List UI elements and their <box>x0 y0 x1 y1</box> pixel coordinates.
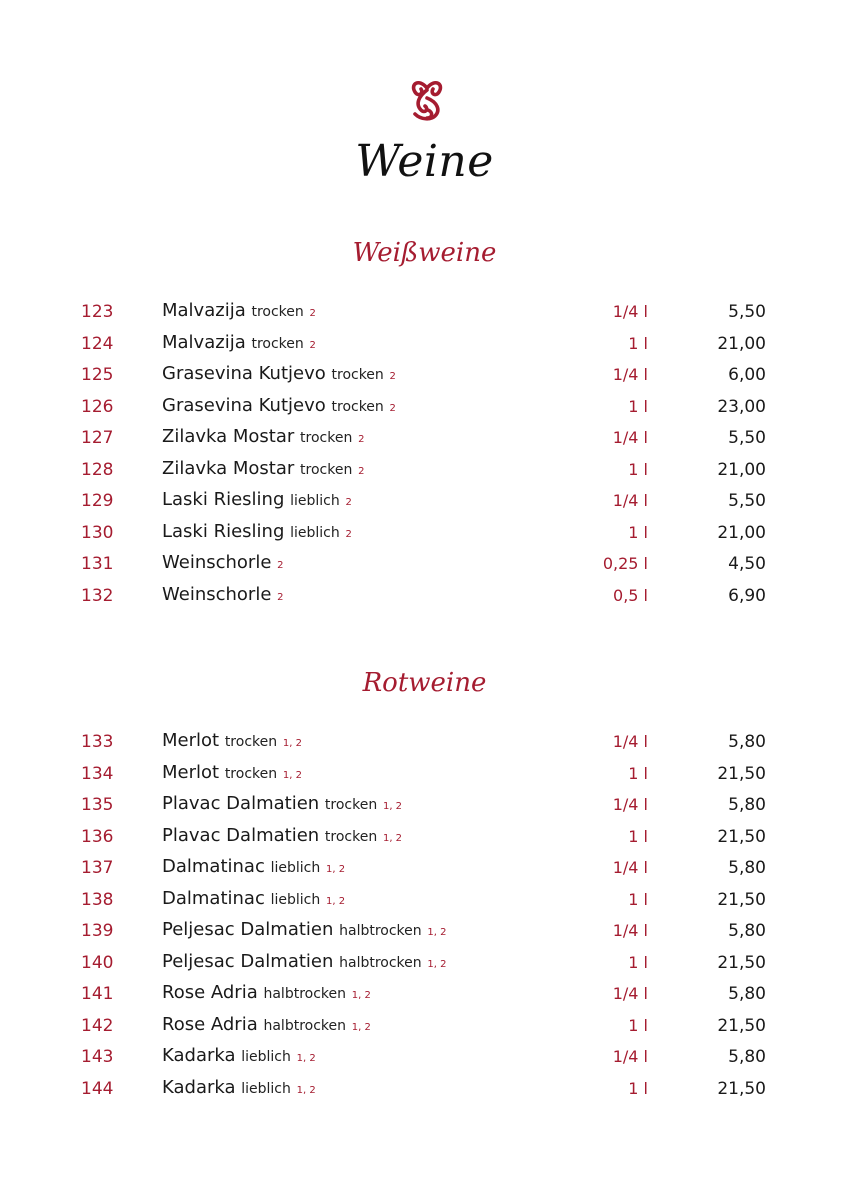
item-number: 128 <box>81 459 114 480</box>
item-number: 138 <box>81 889 114 910</box>
wine-name-text: Rose Adria <box>162 1013 258 1035</box>
price: 21,50 <box>717 1078 766 1099</box>
volume: 1 l <box>628 459 648 479</box>
volume: 1/4 l <box>612 1047 648 1066</box>
wine-name-text: Plavac Dalmatien <box>162 824 320 846</box>
allergen-note: 1, 2 <box>325 864 346 875</box>
wine-row <box>0 1010 849 1042</box>
price: 5,80 <box>728 921 766 941</box>
allergen-note: 1, 2 <box>282 738 302 749</box>
allergen-note: 2 <box>389 402 396 414</box>
price: 5,50 <box>728 428 766 448</box>
wine-name-text: Laski Riesling <box>162 489 285 510</box>
wine-name-text: Peljesac Dalmatien <box>162 950 334 972</box>
wine-taste: lieblich <box>270 860 321 876</box>
wine-taste: trocken <box>224 734 278 750</box>
wine-name-text: Zilavka Mostar <box>162 457 295 479</box>
item-number: 131 <box>81 554 114 574</box>
volume: 1/4 l <box>612 858 648 877</box>
item-number: 132 <box>81 585 114 606</box>
red-wine-list <box>0 726 849 1104</box>
allergen-note: 2 <box>309 308 316 319</box>
volume: 1 l <box>628 1015 648 1035</box>
item-number: 127 <box>81 428 114 448</box>
wine-taste: halbtrocken <box>339 954 422 971</box>
allergen-note: 1, 2 <box>351 990 371 1001</box>
allergen-note: 2 <box>345 497 352 508</box>
allergen-note: 1, 2 <box>296 1084 316 1096</box>
item-number: 136 <box>81 826 114 847</box>
wine-row <box>0 517 849 549</box>
wine-name-text: Rose Adria <box>162 982 258 1003</box>
wine-taste: trocken <box>331 367 384 383</box>
volume: 1 l <box>628 396 648 416</box>
section-title-red-wines: Rotweine <box>362 668 487 698</box>
wine-name-text: Kadarka <box>162 1045 236 1066</box>
wine-name-text: Kadarka <box>162 1076 236 1098</box>
volume: 1/4 l <box>612 365 648 384</box>
allergen-note: 1, 2 <box>427 927 447 938</box>
wine-row <box>0 726 849 758</box>
volume: 1 l <box>628 826 648 846</box>
wine-taste: lieblich <box>270 891 321 908</box>
volume: 1 l <box>628 952 648 972</box>
wine-row <box>0 852 849 884</box>
wine-taste: lieblich <box>290 524 340 541</box>
wine-row <box>0 1041 849 1073</box>
price: 5,80 <box>728 795 766 815</box>
wine-row <box>0 359 849 391</box>
wine-name-text: Plavac Dalmatien <box>162 793 320 814</box>
item-number: 140 <box>81 952 114 973</box>
wine-name <box>162 886 345 915</box>
price: 5,80 <box>728 1047 766 1067</box>
wine-row <box>0 947 849 979</box>
item-number: 125 <box>81 365 114 385</box>
allergen-note: 2 <box>345 528 352 540</box>
wine-name <box>162 917 446 946</box>
volume: 1/4 l <box>612 428 648 447</box>
wine-name-text: Weinschorle <box>162 552 272 573</box>
wine-taste: trocken <box>331 398 384 415</box>
item-number: 126 <box>81 396 114 417</box>
wine-name <box>162 361 396 390</box>
volume: 1 l <box>628 1078 648 1098</box>
item-number: 134 <box>81 763 114 784</box>
item-number: 123 <box>81 302 114 322</box>
item-number: 124 <box>81 333 114 354</box>
wine-name <box>162 424 364 453</box>
volume: 1/4 l <box>612 984 648 1003</box>
allergen-note: 1, 2 <box>282 769 302 781</box>
allergen-note: 1, 2 <box>382 832 403 844</box>
wine-name-text: Malvazija <box>162 331 246 353</box>
wine-name <box>162 393 396 422</box>
price: 21,50 <box>717 763 766 784</box>
allergen-note: 2 <box>309 339 316 351</box>
wine-taste: trocken <box>224 765 278 782</box>
price: 5,50 <box>728 302 766 322</box>
wine-name-text: Weinschorle <box>162 583 272 605</box>
wine-name-text: Laski Riesling <box>162 520 285 542</box>
wine-name <box>162 760 302 789</box>
volume: 0,25 l <box>602 554 648 573</box>
wine-name-text: Merlot <box>162 761 220 783</box>
wine-name <box>162 298 316 327</box>
wine-taste: halbtrocken <box>263 986 347 1002</box>
item-number: 139 <box>81 921 114 941</box>
wine-row <box>0 978 849 1010</box>
wine-row <box>0 454 849 486</box>
wine-name <box>162 456 364 485</box>
wine-row <box>0 296 849 328</box>
allergen-note: 2 <box>277 591 284 603</box>
item-number: 143 <box>81 1047 114 1067</box>
white-wine-list <box>0 296 849 611</box>
volume: 0,5 l <box>613 585 648 605</box>
wine-taste: lieblich <box>241 1080 291 1097</box>
wine-taste: trocken <box>251 335 304 352</box>
ornament-icon <box>407 76 447 122</box>
wine-row <box>0 915 849 947</box>
item-number: 142 <box>81 1015 114 1036</box>
wine-name-text: Grasevina Kutjevo <box>162 363 326 384</box>
wine-name-text: Dalmatinac <box>162 887 265 909</box>
wine-name <box>162 519 352 548</box>
wine-name <box>162 487 352 516</box>
wine-row <box>0 884 849 916</box>
wine-name-text: Merlot <box>162 730 220 751</box>
volume: 1/4 l <box>612 302 648 321</box>
volume: 1/4 l <box>612 921 648 940</box>
wine-taste: trocken <box>300 461 353 478</box>
wine-row <box>0 422 849 454</box>
price: 21,00 <box>717 459 766 480</box>
wine-name <box>162 728 302 757</box>
price: 6,90 <box>728 585 766 606</box>
price: 21,50 <box>717 826 766 847</box>
volume: 1 l <box>628 763 648 783</box>
item-number: 129 <box>81 491 114 511</box>
allergen-note: 2 <box>358 465 365 477</box>
allergen-note: 2 <box>358 434 365 445</box>
wine-name <box>162 1043 316 1072</box>
price: 21,00 <box>717 333 766 354</box>
volume: 1/4 l <box>612 491 648 510</box>
wine-taste: trocken <box>300 430 353 446</box>
price: 21,50 <box>717 952 766 973</box>
wine-row <box>0 328 849 360</box>
wine-taste: halbtrocken <box>263 1017 347 1034</box>
wine-name <box>162 1012 371 1041</box>
price: 21,50 <box>717 889 766 910</box>
wine-row <box>0 580 849 612</box>
allergen-note: 2 <box>389 371 396 382</box>
volume: 1/4 l <box>612 732 648 751</box>
wine-name-text: Peljesac Dalmatien <box>162 919 334 940</box>
item-number: 135 <box>81 795 114 815</box>
wine-name <box>162 582 284 611</box>
wine-row <box>0 1073 849 1105</box>
price: 5,50 <box>728 491 766 511</box>
wine-row <box>0 821 849 853</box>
wine-name-text: Zilavka Mostar <box>162 426 295 447</box>
allergen-note: 1, 2 <box>351 1021 371 1033</box>
wine-name <box>162 791 402 820</box>
wine-name <box>162 949 446 978</box>
wine-taste: trocken <box>251 304 304 320</box>
wine-name <box>162 330 316 359</box>
item-number: 130 <box>81 522 114 543</box>
wine-taste: lieblich <box>290 493 340 509</box>
price: 5,80 <box>728 984 766 1004</box>
price: 6,00 <box>728 365 766 385</box>
wine-row <box>0 789 849 821</box>
price: 21,50 <box>717 1015 766 1036</box>
page-title: Weine <box>355 136 494 187</box>
wine-row <box>0 391 849 423</box>
price: 5,80 <box>728 732 766 752</box>
allergen-note: 1, 2 <box>382 801 403 812</box>
wine-name-text: Dalmatinac <box>162 856 265 877</box>
price: 4,50 <box>728 554 766 574</box>
volume: 1 l <box>628 333 648 353</box>
wine-taste: trocken <box>324 797 378 813</box>
wine-taste: lieblich <box>241 1049 291 1065</box>
wine-row <box>0 548 849 580</box>
item-number: 141 <box>81 984 114 1004</box>
wine-name <box>162 854 345 883</box>
allergen-note: 1, 2 <box>325 895 346 907</box>
item-number: 137 <box>81 858 114 878</box>
price: 23,00 <box>717 396 766 417</box>
item-number: 144 <box>81 1078 114 1099</box>
allergen-note: 1, 2 <box>427 958 447 970</box>
wine-taste: halbtrocken <box>339 923 422 939</box>
item-number: 133 <box>81 732 114 752</box>
wine-taste: trocken <box>324 828 378 845</box>
wine-name <box>162 823 402 852</box>
wine-name <box>162 980 371 1009</box>
price: 21,00 <box>717 522 766 543</box>
wine-row <box>0 758 849 790</box>
wine-name-text: Grasevina Kutjevo <box>162 394 326 416</box>
volume: 1 l <box>628 889 648 909</box>
allergen-note: 2 <box>277 560 284 571</box>
wine-row <box>0 485 849 517</box>
wine-name <box>162 550 284 579</box>
wine-name-text: Malvazija <box>162 300 246 321</box>
wine-name <box>162 1075 316 1104</box>
volume: 1/4 l <box>612 795 648 814</box>
price: 5,80 <box>728 858 766 878</box>
section-title-white-wines: Weißweine <box>352 238 497 268</box>
allergen-note: 1, 2 <box>296 1053 316 1064</box>
volume: 1 l <box>628 522 648 542</box>
